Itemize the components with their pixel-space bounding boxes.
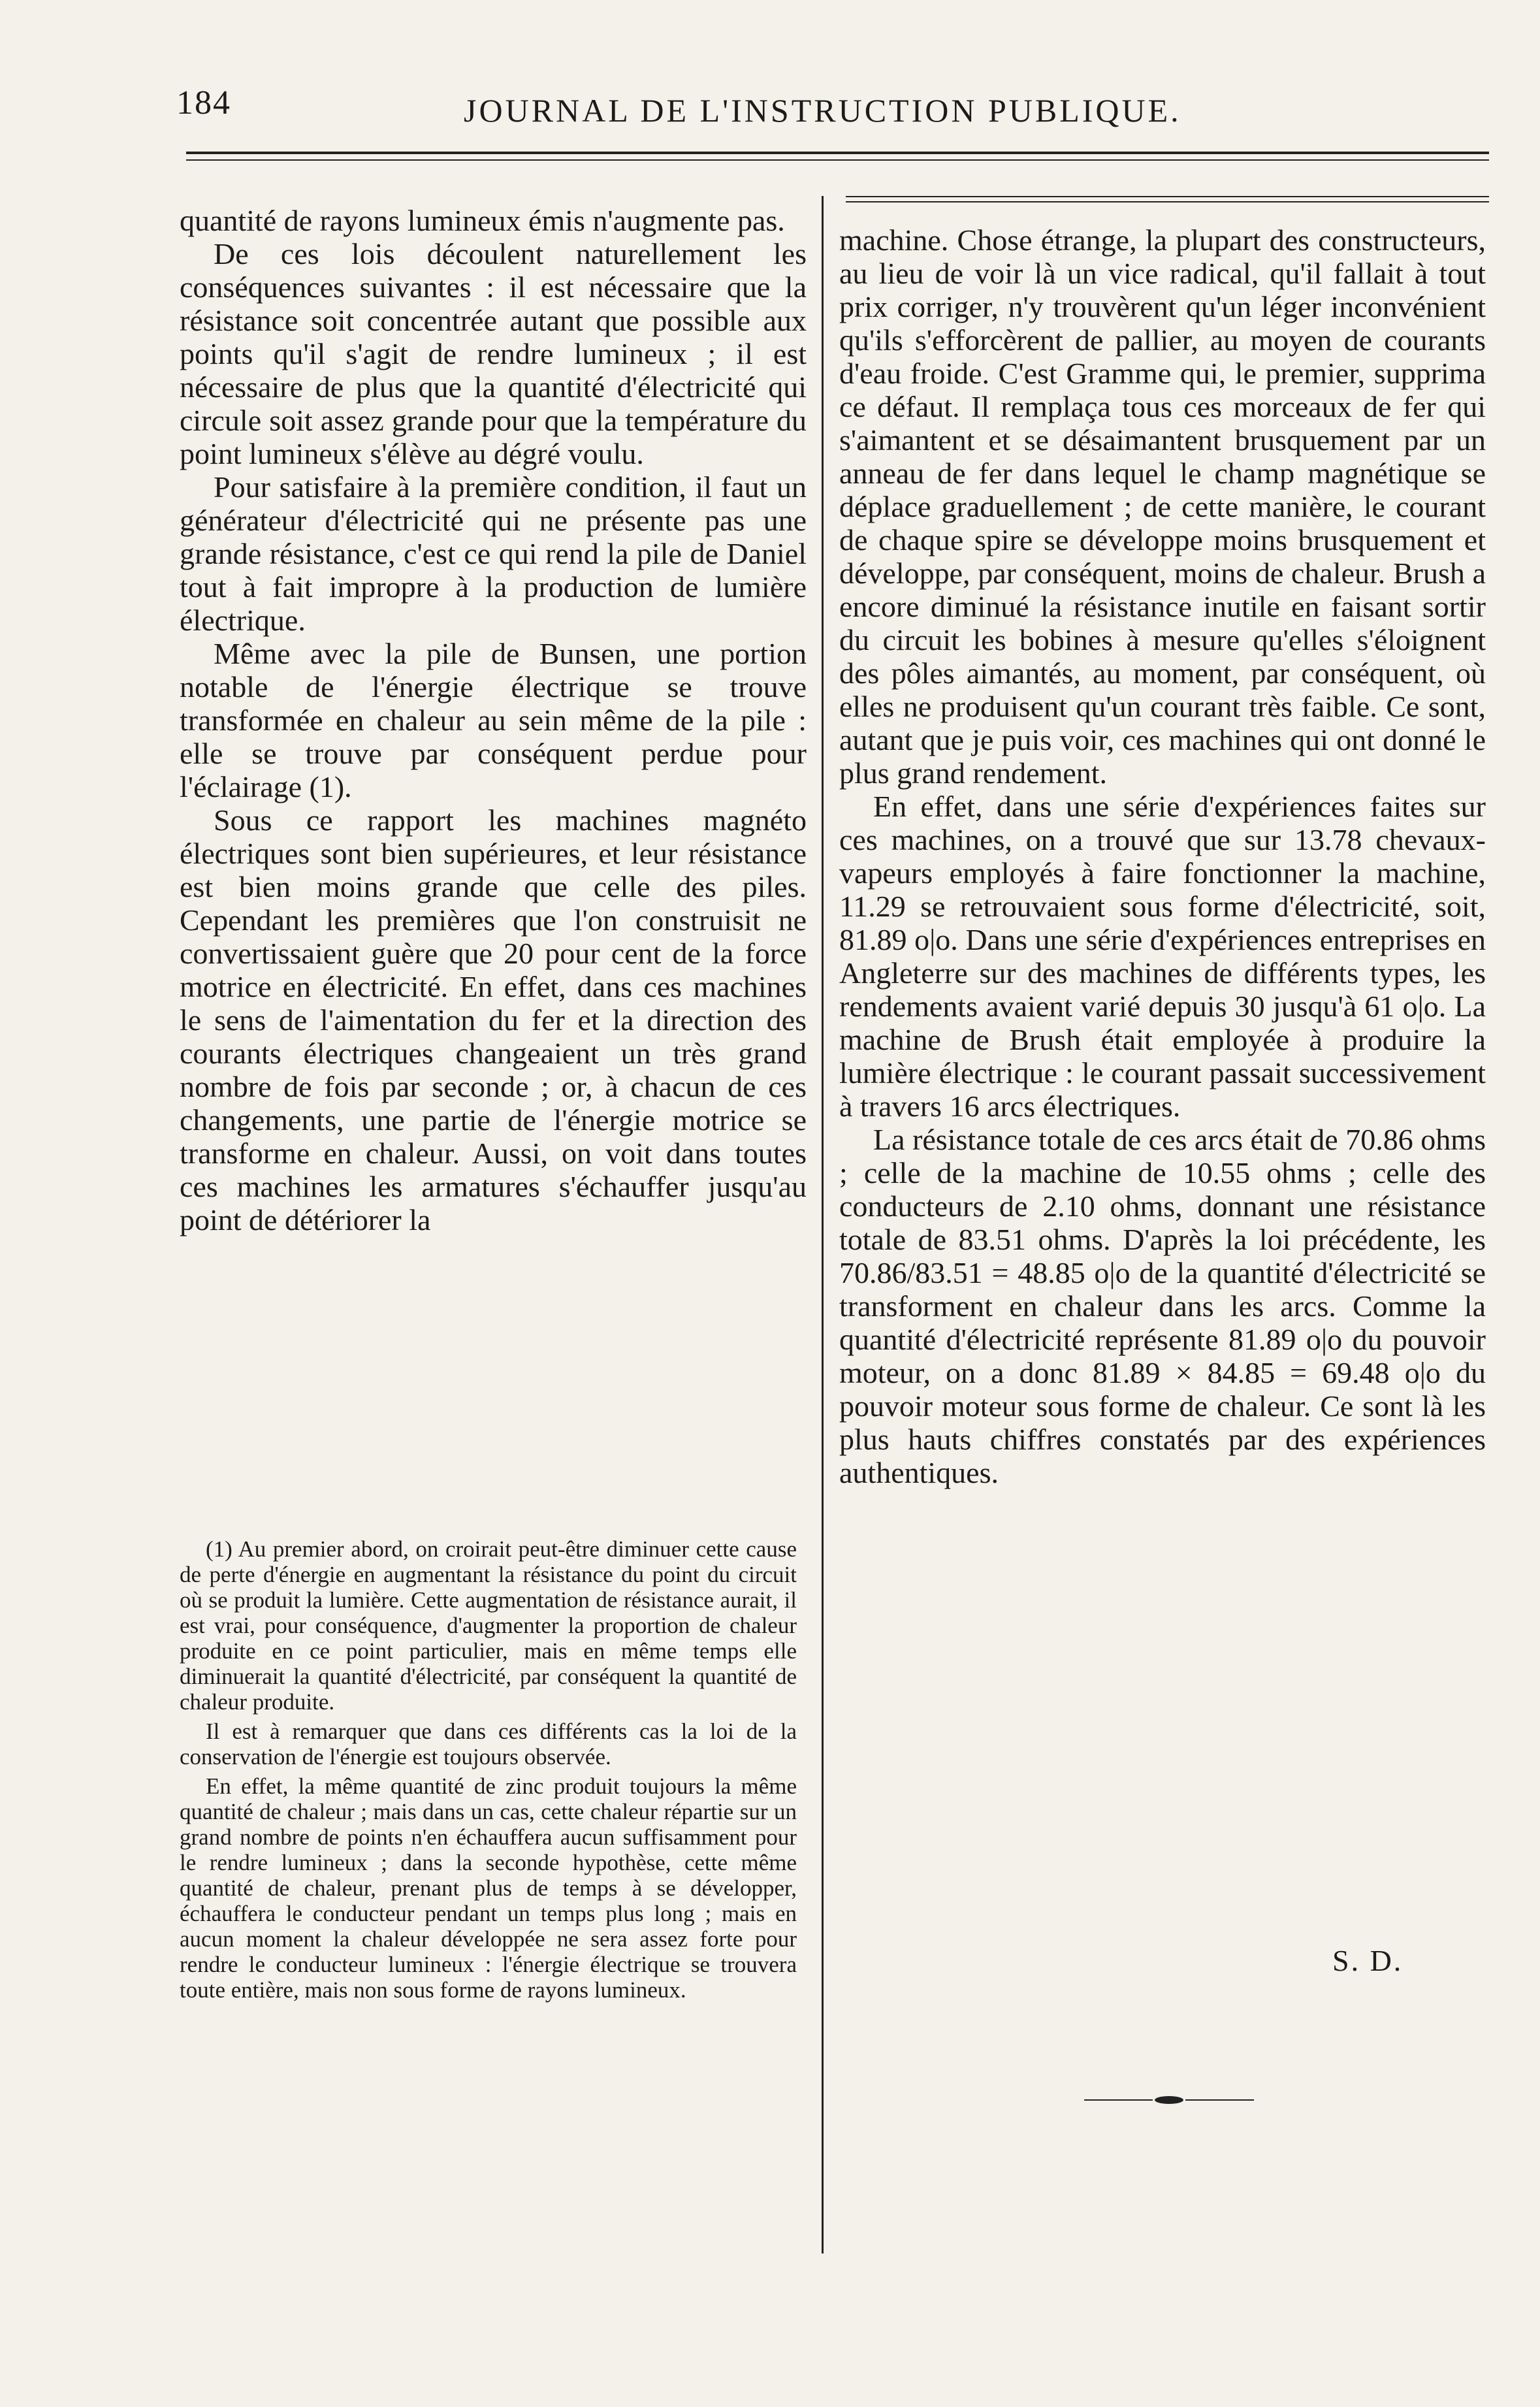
footnote: En effet, la même quantité de zinc produit toujours la même quantité de chaleur ; mais dans un cas, cette chaleur répartie sur un grand nombre de points n'en échauffera aucun suffisamment pour le rendre lumineux ; dans la seconde hypothèse, cette même quantité de chaleur, prenant plus de temps à se développer, échauffera le conducteur pendant un temps plus long ; mais en aucun moment la chaleur développée ne sera assez forte pour rendre le conducteur lumineux : l'énergie électrique se trouvera toute entière, mais non sous forme de rayons lumineux.	[180, 1773, 797, 2003]
paragraph: machine. Chose étrange, la plupart des constructeurs, au lieu de voir là un vice radical, qu'il fallait à tout prix corriger, n'y trouvèrent qu'un léger inconvénient qu'ils s'efforcèrent de pallier, au moyen de courants d'eau froide. C'est Gramme qui, le premier, supprima ce défaut. Il remplaça tous ces morceaux de fer qui s'aimantent et se désaimantent brusquement par un anneau de fer dans lequel le champ magnétique se déplace graduellement ; de cette manière, le courant de chaque spire se développe moins brusquement et développe, par conséquent, moins de chaleur. Brush a encore diminué la résistance inutile en faisant sortir du circuit les bobines à mesure qu'elles s'éloignent des pôles aimantés, au moment, par conséquent, où elles ne produisent qu'un courant très faible. Ce sont, autant que je puis voir, ces machines qui ont donné le plus grand rendement.	[839, 223, 1486, 790]
left-column	[180, 204, 807, 1236]
column-divider	[822, 196, 824, 2254]
right-column	[839, 223, 1486, 1489]
paragraph: Sous ce rapport les machines magnéto électriques sont bien supérieures, et leur résistance est bien moins grande que celle des piles. Cependant les premières que l'on construisit ne convertissaient guère que 20 pour cent de la force motrice en électricité. En effet, dans ces machines le sens de l'aimentation du fer et la direction des courants électriques changeaient un très grand nombre de fois par seconde ; or, à chacun de ces changements, une partie de l'énergie motrice se transforme en chaleur. Aussi, on voit dans toutes ces machines les armatures s'échauffer jusqu'au point de détériorer la	[180, 803, 807, 1236]
footnote: Il est à remarquer que dans ces différents cas la loi de la conservation de l'énergie est toujours observée.	[180, 1719, 797, 1769]
author-signature: S. D.	[1332, 1944, 1404, 1977]
paragraph: En effet, dans une série d'expériences faites sur ces machines, on a trouvé que sur 13.78 chevaux-vapeurs employés à faire fonctionner la machine, 11.29 se retrouvaient sous forme d'électricité, soit, 81.89 o|o. Dans une série d'expériences entreprises en Angleterre sur des machines de différents types, les rendements avaient varié depuis 30 jusqu'à 61 o|o. La machine de Brush était employée à produire la lumière électrique : le courant passait successivement à travers 16 arcs électriques.	[839, 790, 1486, 1123]
paragraph: Pour satisfaire à la première condition, il faut un générateur d'électricité qui ne présente pas une grande résistance, c'est ce qui rend la pile de Daniel tout à fait impropre à la production de lumière électrique.	[180, 470, 807, 637]
column-top-rule	[846, 196, 1489, 197]
running-title: JOURNAL DE L'INSTRUCTION PUBLIQUE.	[464, 92, 1181, 129]
page-number: 184	[176, 84, 231, 121]
paragraph: Même avec la pile de Bunsen, une portion notable de l'énergie électrique se trouve transformée en chaleur au sein même de la pile : elle se trouve par conséquent perdue pour l'éclairage (1).	[180, 637, 807, 803]
header-rule-thick	[186, 152, 1489, 154]
column-top-rule-secondary	[846, 201, 1489, 202]
header-rule-thin	[186, 159, 1489, 161]
footnote: (1) Au premier abord, on croirait peut-être diminuer cette cause de perte d'énergie en augmentant la résistance du point du circuit où se produit la lumière. Cette augmentation de résistance aurait, il est vrai, pour conséquence, d'augmenter la proportion de chaleur produite en ce point particulier, mais en même temps elle diminuerait la quantité d'électricité, par conséquent la quantité de chaleur produite.	[180, 1536, 797, 1715]
page-header	[176, 78, 1247, 150]
paragraph: La résistance totale de ces arcs était de 70.86 ohms ; celle de la machine de 10.55 ohms ; celle des conducteurs de 2.10 ohms, donnant une résistance totale de 83.51 ohms. D'après la loi précédente, les 70.86/83.51 = 48.85 o|o de la quantité d'électricité se transforment en chaleur dans les arcs. Comme la quantité d'électricité représente 81.89 o|o du pouvoir moteur, on a donc 81.89 × 84.85 = 69.48 o|o du pouvoir moteur sous forme de chaleur. Ce sont là les plus hauts chiffres constatés par des expériences authentiques.	[839, 1123, 1486, 1489]
paragraph: De ces lois découlent naturellement les conséquences suivantes : il est nécessaire que la résistance soit concentrée autant que possible aux points qu'il s'agit de rendre lumineux ; il est nécessaire de plus que la quantité d'électricité qui circule soit assez grande pour que la température du point lumineux s'élève au dégré voulu.	[180, 237, 807, 470]
paragraph: quantité de rayons lumineux émis n'augmente pas.	[180, 204, 785, 237]
footnotes	[180, 1536, 797, 2007]
end-ornament-icon	[1084, 2093, 1254, 2107]
